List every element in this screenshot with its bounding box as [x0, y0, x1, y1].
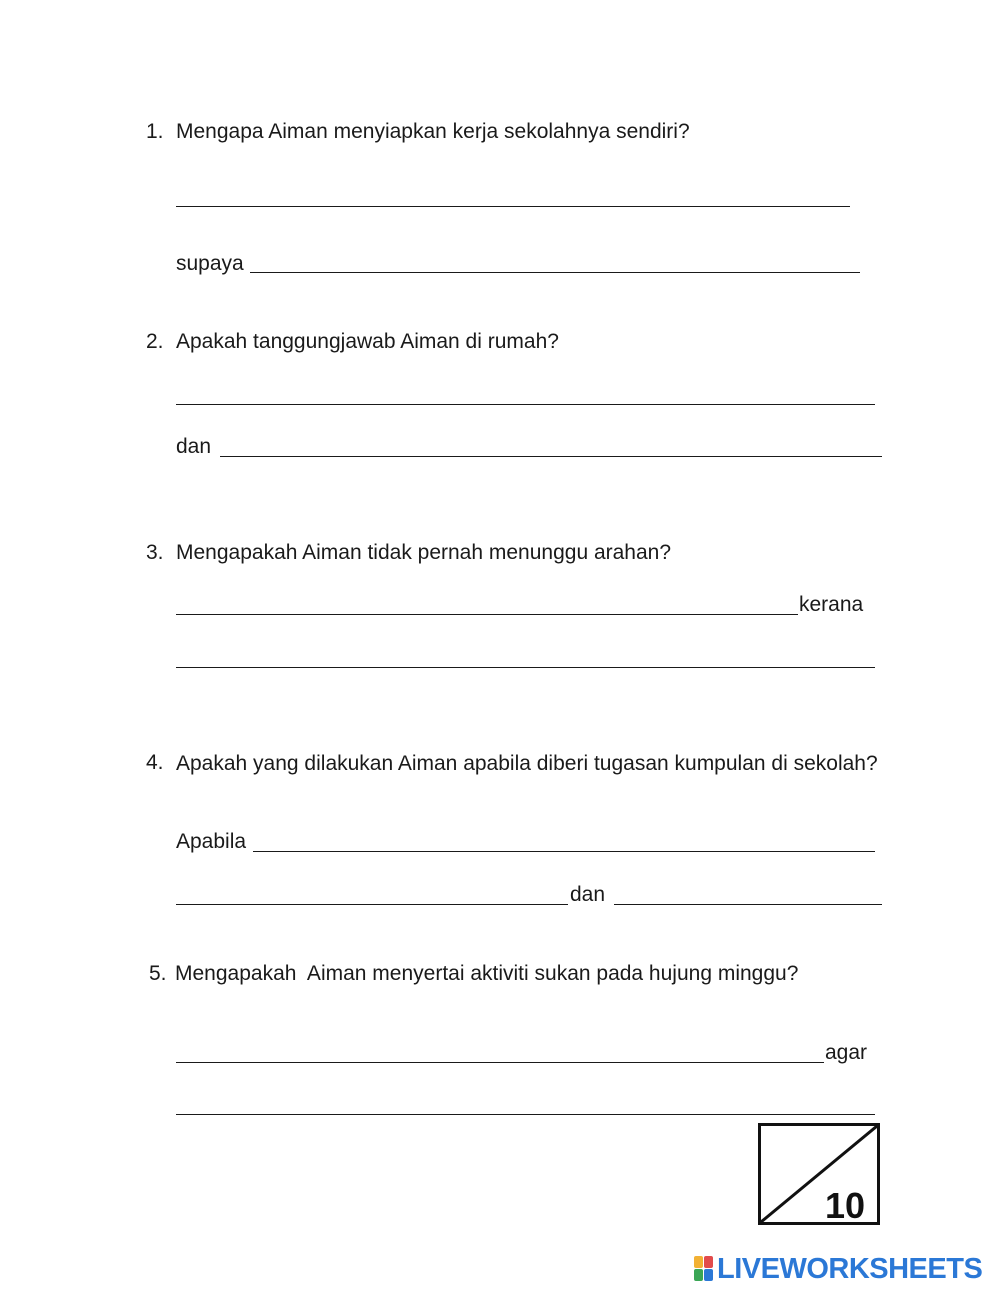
score-total: 10: [824, 1185, 865, 1226]
answer-line-3a[interactable]: [176, 614, 798, 615]
answer-line-4b[interactable]: [176, 904, 568, 905]
answer-line-2b[interactable]: [220, 456, 882, 457]
answer-line-1b[interactable]: [250, 272, 860, 273]
answer-line-2a[interactable]: [176, 404, 875, 405]
answer-line-1a[interactable]: [176, 206, 850, 207]
answer-line-3b[interactable]: [176, 667, 875, 668]
question-text: Apakah yang dilakukan Aiman apabila diberi tugasan kumpulan di sekolah?: [176, 752, 878, 775]
question-text: Mengapakah Aiman menyertai aktiviti sukan pada hujung minggu?: [175, 962, 799, 985]
question-number: 2.: [146, 330, 164, 353]
answer-connector: kerana: [799, 593, 864, 616]
answer-connector: dan: [176, 435, 212, 458]
question-text: Mengapakah Aiman tidak pernah menunggu arahan?: [176, 541, 672, 564]
question-number: 3.: [146, 541, 164, 564]
question-text: Mengapa Aiman menyiapkan kerja sekolahnya sendiri?: [176, 120, 690, 143]
question-text: Apakah tanggungjawab Aiman di rumah?: [176, 330, 559, 353]
answer-line-4c[interactable]: [614, 904, 882, 905]
brand-footer: [694, 1253, 982, 1285]
answer-line-5b[interactable]: [176, 1114, 875, 1115]
answer-prefix: Apabila: [176, 830, 247, 853]
question-number: 5.: [149, 962, 167, 985]
question-number: 1.: [146, 120, 164, 143]
answer-line-5a[interactable]: [176, 1062, 824, 1063]
brand-name: LIVEWORKSHEETS: [717, 1253, 983, 1285]
answer-line-4a[interactable]: [253, 851, 875, 852]
question-number: 4.: [146, 751, 164, 774]
liveworksheets-logo-icon: [694, 1256, 714, 1282]
answer-connector: agar: [825, 1041, 868, 1064]
answer-prefix: supaya: [176, 252, 244, 275]
score-box: [758, 1123, 880, 1225]
answer-connector: dan: [570, 883, 606, 906]
